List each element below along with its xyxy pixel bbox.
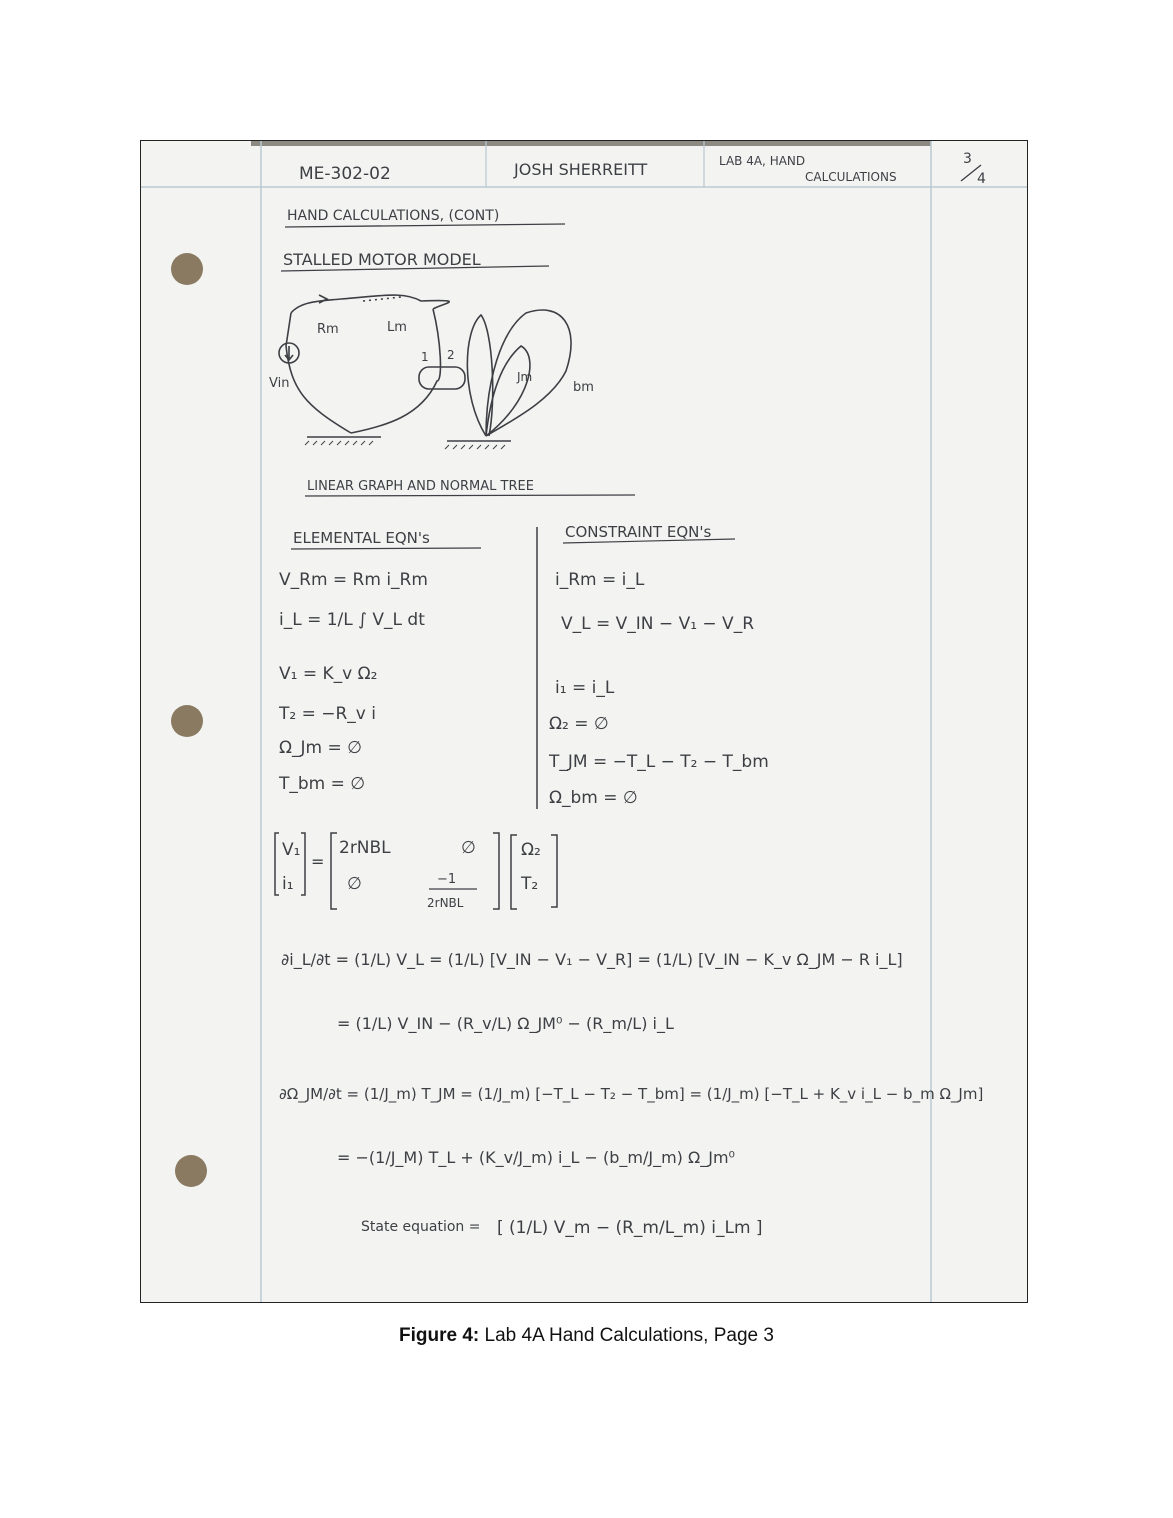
constraint-eqn: i₁ = i_L <box>555 678 615 698</box>
derivation-line: = (1/L) V_IN − (R_v/L) Ω_JM⁰ − (R_m/L) i_L <box>337 1014 674 1033</box>
binder-hole-icon <box>175 1155 207 1187</box>
elemental-eqn: V_Rm = Rm i_Rm <box>279 570 428 590</box>
elemental-eqn: V₁ = K_v Ω₂ <box>279 664 378 684</box>
label-port-2: 2 <box>447 348 455 362</box>
title-constraint: CONSTRAINT EQN's <box>565 523 712 541</box>
label-rm: Rm <box>317 322 339 337</box>
title-underline <box>285 224 565 227</box>
page-numerator: 3 <box>963 151 972 167</box>
label-jm: Jm <box>517 370 533 384</box>
graph-edge-rm <box>291 295 449 313</box>
hatched-branch <box>363 297 401 301</box>
elemental-eqn: i_L = 1/L ∫ V_L dt <box>279 610 425 630</box>
constraint-eqn: Ω_bm = ∅ <box>549 788 638 808</box>
transformer-oval <box>419 367 465 389</box>
bracket-icon <box>275 833 279 895</box>
title-underline <box>291 548 481 549</box>
derivation-line: = −(1/J_M) T_L + (K_v/J_m) i_L − (b_m/J_m) Ω_Jm⁰ <box>337 1148 735 1167</box>
bracket-icon <box>511 835 517 909</box>
edge-arrow-icon <box>319 295 327 303</box>
scanned-notebook-page <box>140 140 1028 1303</box>
bracket-icon <box>493 833 499 909</box>
matrix-equation <box>275 833 557 910</box>
page-denominator: 4 <box>977 171 986 187</box>
matrix-lhs-bot: i₁ <box>282 874 294 894</box>
matrix-m12: ∅ <box>461 838 476 858</box>
derivation-block <box>279 950 983 1238</box>
matrix-m22-den: 2rNBL <box>427 896 464 910</box>
label-bm: bm <box>573 380 594 395</box>
elemental-eqn: T_bm = ∅ <box>279 774 366 794</box>
matrix-m21: ∅ <box>347 874 362 894</box>
equals-sign: = <box>311 852 325 871</box>
label-port-1: 1 <box>421 350 429 364</box>
constraint-eqn: V_L = V_IN − V₁ − V_R <box>561 614 755 634</box>
label-lm: Lm <box>387 320 407 335</box>
binder-hole-icon <box>171 253 203 285</box>
header-author: JOSH SHERREITT <box>514 160 648 179</box>
caption-text: Lab 4A Hand Calculations, Page 3 <box>479 1325 774 1346</box>
constraint-eqn: T_JM = −T_L − T₂ − T_bm <box>549 752 769 772</box>
title-hand-calc: HAND CALCULATIONS, (CONT) <box>287 208 500 224</box>
binder-hole-icon <box>171 705 203 737</box>
bracket-icon <box>331 833 337 909</box>
header-lab-line2: CALCULATIONS <box>805 170 897 184</box>
figure-caption <box>0 1325 1173 1347</box>
bracket-icon <box>301 833 305 895</box>
matrix-rhs-top: Ω₂ <box>521 840 541 860</box>
bracket-icon <box>551 835 557 907</box>
elemental-eqn: T₂ = −R_v i <box>279 704 376 724</box>
matrix-m22-num: −1 <box>437 872 457 887</box>
ground-hatch-icon <box>445 445 505 449</box>
title-elemental: ELEMENTAL EQN's <box>293 529 430 547</box>
state-equation-label: State equation = <box>361 1219 481 1235</box>
caption-label: Figure 4: <box>399 1325 480 1346</box>
derivation-line: ∂i_L/∂t = (1/L) V_L = (1/L) [V_IN − V₁ − V_R] = (1/L) [V_IN − K_v Ω_JM − R i_L] <box>281 950 903 969</box>
torn-edge <box>251 141 931 146</box>
label-vin: Vin <box>269 376 290 391</box>
graph-caption: LINEAR GRAPH AND NORMAL TREE <box>307 479 534 494</box>
handwritten-page <box>141 141 1028 1303</box>
constraint-eqn-list <box>548 570 769 808</box>
constraint-eqn: i_Rm = i_L <box>555 570 645 590</box>
matrix-m11: 2rNBL <box>339 838 391 858</box>
derivation-line: ∂Ω_JM/∂t = (1/J_m) T_JM = (1/J_m) [−T_L − T₂ − T_bm] = (1/J_m) [−T_L + K_v i_L − b_m Ω_Jm] <box>279 1085 984 1103</box>
matrix-rhs-bot: T₂ <box>521 874 539 894</box>
header-course: ME-302-02 <box>299 164 391 184</box>
state-equation-expr: [ (1/L) V_m − (R_m/L_m) i_Lm ] <box>497 1218 763 1238</box>
elemental-eqn-list <box>278 570 428 794</box>
title-underline <box>305 495 635 496</box>
matrix-lhs-top: V₁ <box>282 840 301 860</box>
title-stalled-motor: STALLED MOTOR MODEL <box>283 250 481 269</box>
ground-hatch-icon <box>305 441 373 445</box>
constraint-eqn: Ω₂ = ∅ <box>549 714 609 734</box>
header-lab-line1: LAB 4A, HAND <box>719 154 806 168</box>
elemental-eqn: Ω_Jm = ∅ <box>279 738 362 758</box>
